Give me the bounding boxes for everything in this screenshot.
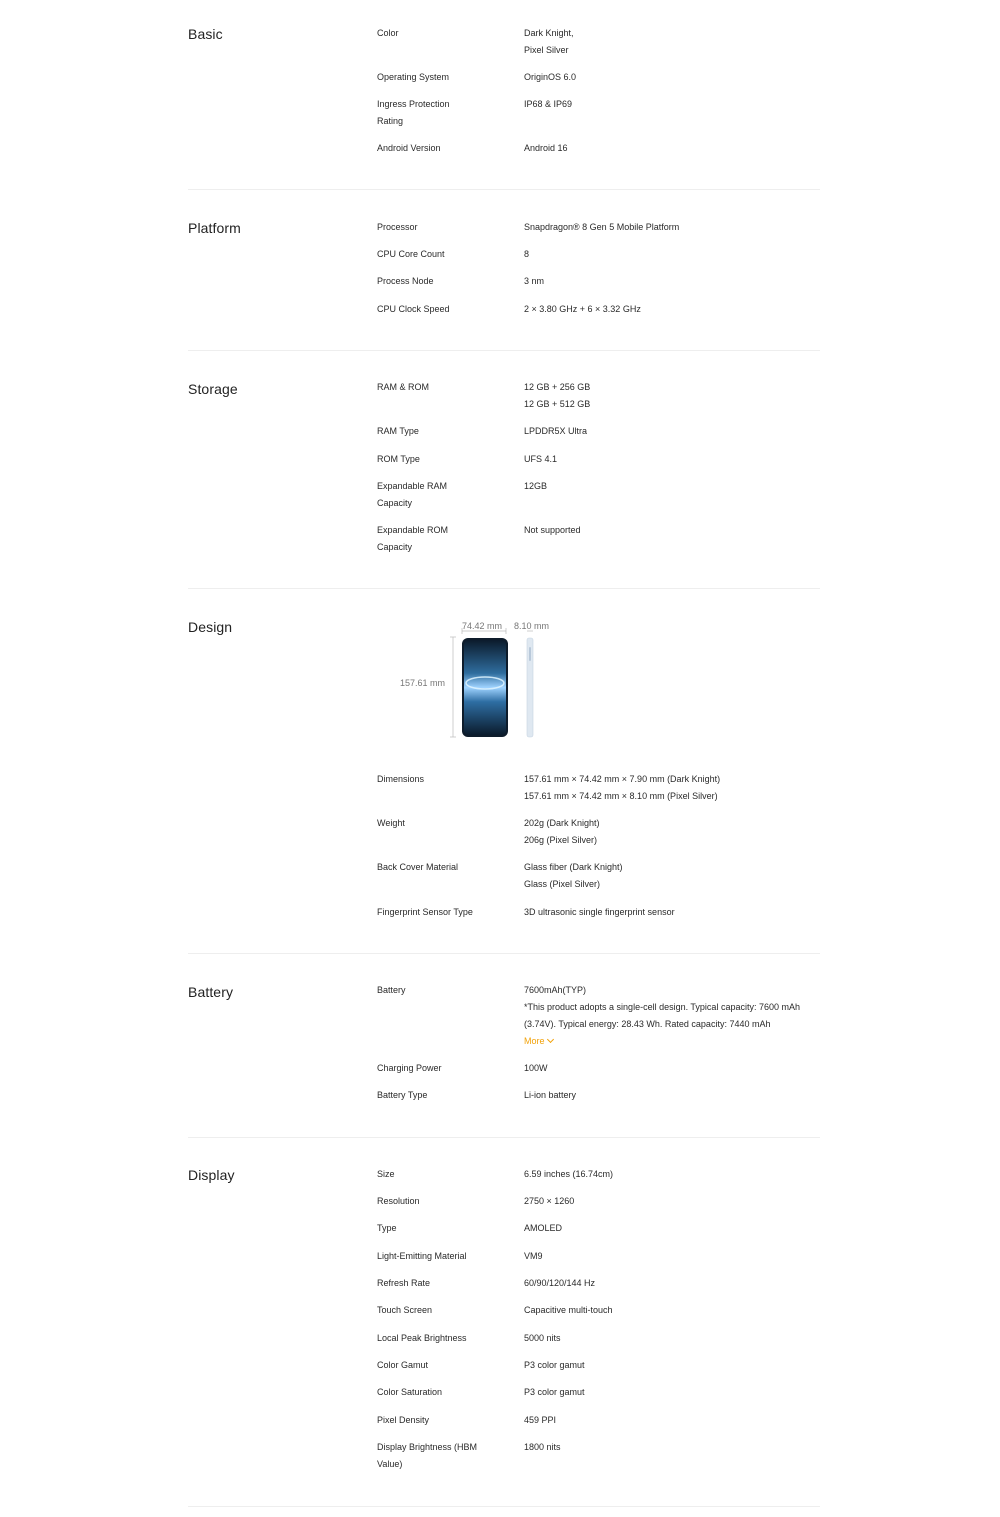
spec-value-line: OriginOS 6.0 <box>524 72 577 82</box>
spec-label-line: Android Version <box>377 143 441 153</box>
section-title-design: Design <box>188 619 233 635</box>
spec-value-line: 206g (Pixel Silver) <box>524 835 598 845</box>
spec-value-line: 157.61 mm × 74.42 mm × 7.90 mm (Dark Knight) <box>524 774 721 784</box>
spec-label <box>377 1166 507 1183</box>
spec-value <box>524 140 824 157</box>
spec-label <box>377 1220 507 1237</box>
spec-label <box>377 1439 507 1473</box>
spec-value <box>524 478 824 495</box>
spec-value-line: 3 nm <box>524 276 545 286</box>
chevron-down-icon <box>546 1036 553 1043</box>
section-title-display: Display <box>188 1167 235 1183</box>
spec-value <box>524 25 824 59</box>
spec-value <box>524 1384 824 1401</box>
spec-label <box>377 246 507 263</box>
spec-value <box>524 451 824 468</box>
spec-label <box>377 423 507 440</box>
spec-value-line: 5000 nits <box>524 1333 561 1343</box>
spec-label <box>377 904 507 921</box>
spec-label <box>377 478 507 512</box>
spec-label-line: Capacity <box>377 542 413 552</box>
spec-label <box>377 815 507 832</box>
spec-value-line: Snapdragon® 8 Gen 5 Mobile Platform <box>524 222 680 232</box>
spec-label <box>377 379 507 396</box>
spec-value <box>524 96 824 113</box>
spec-value-line: 60/90/120/144 Hz <box>524 1278 596 1288</box>
spec-label-line: Processor <box>377 222 418 232</box>
spec-label <box>377 1302 507 1319</box>
section-divider <box>188 588 820 589</box>
spec-value <box>524 522 824 539</box>
spec-label-line: Operating System <box>377 72 450 82</box>
spec-value-line: 12GB <box>524 481 548 491</box>
spec-label-line: Fingerprint Sensor Type <box>377 907 473 917</box>
spec-label-line: Back Cover Material <box>377 862 459 872</box>
more-link[interactable] <box>524 1033 824 1050</box>
spec-value-line: Dark Knight, <box>524 28 574 38</box>
spec-value-line: P3 color gamut <box>524 1360 585 1370</box>
spec-label-line: Process Node <box>377 276 434 286</box>
spec-value-line: 202g (Dark Knight) <box>524 818 600 828</box>
spec-value <box>524 1439 824 1456</box>
spec-label <box>377 1087 507 1104</box>
more-label[interactable]: More <box>524 1036 545 1046</box>
spec-label-line: CPU Core Count <box>377 249 445 259</box>
spec-label <box>377 96 507 130</box>
spec-label-line: Pixel Density <box>377 1415 430 1425</box>
spec-value-line: (3.74V). Typical energy: 28.43 Wh. Rated capacity: 7440 mAh <box>524 1019 771 1029</box>
spec-value <box>524 815 824 849</box>
spec-value <box>524 1275 824 1292</box>
spec-value-line: P3 color gamut <box>524 1387 585 1397</box>
spec-label <box>377 273 507 290</box>
spec-value-line: 12 GB + 256 GB <box>524 382 591 392</box>
spec-label-line: Battery Type <box>377 1090 428 1100</box>
spec-value <box>524 1087 824 1104</box>
spec-value-line: 1800 nits <box>524 1442 561 1452</box>
spec-value <box>524 301 824 318</box>
spec-label <box>377 1275 507 1292</box>
section-divider <box>188 1506 820 1507</box>
section-title-storage: Storage <box>188 381 238 397</box>
spec-value-line: Glass (Pixel Silver) <box>524 879 601 889</box>
spec-label-line: Refresh Rate <box>377 1278 431 1288</box>
spec-label-line: Charging Power <box>377 1063 442 1073</box>
spec-value <box>524 982 824 1050</box>
spec-value-line: 2750 × 1260 <box>524 1196 575 1206</box>
spec-label <box>377 1330 507 1347</box>
spec-value-line: Not supported <box>524 525 581 535</box>
spec-label <box>377 25 507 42</box>
spec-value <box>524 1412 824 1429</box>
spec-label-line: Expandable ROM <box>377 525 449 535</box>
spec-label-line: Touch Screen <box>377 1305 433 1315</box>
spec-label <box>377 1384 507 1401</box>
spec-value <box>524 1060 824 1077</box>
spec-value-line: 12 GB + 512 GB <box>524 399 591 409</box>
section-title-platform: Platform <box>188 220 241 236</box>
spec-label-line: Size <box>377 1169 395 1179</box>
spec-value-line: Android 16 <box>524 143 568 153</box>
spec-value-line: 3D ultrasonic single fingerprint sensor <box>524 907 675 917</box>
spec-label-line: Capacity <box>377 498 413 508</box>
dimension-height-label: 157.61 mm <box>400 678 446 688</box>
spec-value-line: IP68 & IP69 <box>524 99 573 109</box>
spec-value-line: 6.59 inches (16.74cm) <box>524 1169 614 1179</box>
spec-label-line: Dimensions <box>377 774 425 784</box>
section-divider <box>188 1137 820 1138</box>
spec-value <box>524 1220 824 1237</box>
spec-value <box>524 1248 824 1265</box>
dimension-depth-label: 8.10 mm <box>514 621 550 631</box>
spec-label-line: RAM Type <box>377 426 419 436</box>
spec-value-line: Pixel Silver <box>524 45 569 55</box>
spec-value <box>524 1166 824 1183</box>
spec-value-line: 459 PPI <box>524 1415 557 1425</box>
spec-value <box>524 859 824 893</box>
spec-value-line: LPDDR5X Ultra <box>524 426 588 436</box>
spec-label-line: CPU Clock Speed <box>377 304 450 314</box>
spec-value <box>524 273 824 290</box>
section-divider <box>188 953 820 954</box>
spec-label-line: Color Gamut <box>377 1360 429 1370</box>
section-title-basic: Basic <box>188 26 223 42</box>
spec-value <box>524 1357 824 1374</box>
spec-label-line: Expandable RAM <box>377 481 448 491</box>
spec-value-line: VM9 <box>524 1251 543 1261</box>
spec-value <box>524 246 824 263</box>
spec-label <box>377 522 507 556</box>
spec-label <box>377 1248 507 1265</box>
section-divider <box>188 189 820 190</box>
spec-label-line: Weight <box>377 818 405 828</box>
spec-value <box>524 1330 824 1347</box>
spec-label-line: Ingress Protection <box>377 99 450 109</box>
spec-value-line: 2 × 3.80 GHz + 6 × 3.32 GHz <box>524 304 641 314</box>
spec-value-line: Li-ion battery <box>524 1090 577 1100</box>
spec-label <box>377 301 507 318</box>
spec-label-line: Resolution <box>377 1196 420 1206</box>
spec-label-line: Type <box>377 1223 397 1233</box>
spec-label <box>377 1193 507 1210</box>
spec-label-line: RAM & ROM <box>377 382 430 392</box>
section-title-battery: Battery <box>188 984 234 1000</box>
spec-label-line: Local Peak Brightness <box>377 1333 467 1343</box>
spec-label <box>377 859 507 876</box>
spec-value-line: *This product adopts a single-cell design. Typical capacity: 7600 mAh <box>524 1002 800 1012</box>
spec-value-line: Capacitive multi-touch <box>524 1305 613 1315</box>
spec-label <box>377 69 507 86</box>
spec-value <box>524 219 824 236</box>
spec-label-line: Battery <box>377 985 406 995</box>
spec-label <box>377 982 507 999</box>
spec-label-line: Color <box>377 28 399 38</box>
spec-label <box>377 140 507 157</box>
spec-value <box>524 69 824 86</box>
spec-label-line: Rating <box>377 116 404 126</box>
spec-value-line: AMOLED <box>524 1223 563 1233</box>
spec-value-line: Glass fiber (Dark Knight) <box>524 862 623 872</box>
spec-label <box>377 219 507 236</box>
spec-value <box>524 1302 824 1319</box>
spec-value-line: 7600mAh(TYP) <box>524 985 587 995</box>
spec-label <box>377 771 507 788</box>
spec-value <box>524 423 824 440</box>
spec-value <box>524 1193 824 1210</box>
dimension-width-label: 74.42 mm <box>462 621 503 631</box>
spec-value-line: 100W <box>524 1063 548 1073</box>
spec-value-line: 8 <box>524 249 530 259</box>
spec-label-line: Display Brightness (HBM <box>377 1442 478 1452</box>
spec-label-line: Light-Emitting Material <box>377 1251 467 1261</box>
spec-label-line: ROM Type <box>377 454 420 464</box>
spec-value-line: UFS 4.1 <box>524 454 558 464</box>
spec-label <box>377 1412 507 1429</box>
section-divider <box>188 350 820 351</box>
spec-label-line: Value) <box>377 1459 403 1469</box>
spec-label-line: Color Saturation <box>377 1387 443 1397</box>
spec-label <box>377 451 507 468</box>
spec-label <box>377 1357 507 1374</box>
spec-value-line: 157.61 mm × 74.42 mm × 8.10 mm (Pixel Silver) <box>524 791 718 801</box>
spec-value <box>524 904 824 921</box>
spec-value <box>524 379 824 413</box>
spec-value <box>524 771 824 805</box>
spec-label <box>377 1060 507 1077</box>
